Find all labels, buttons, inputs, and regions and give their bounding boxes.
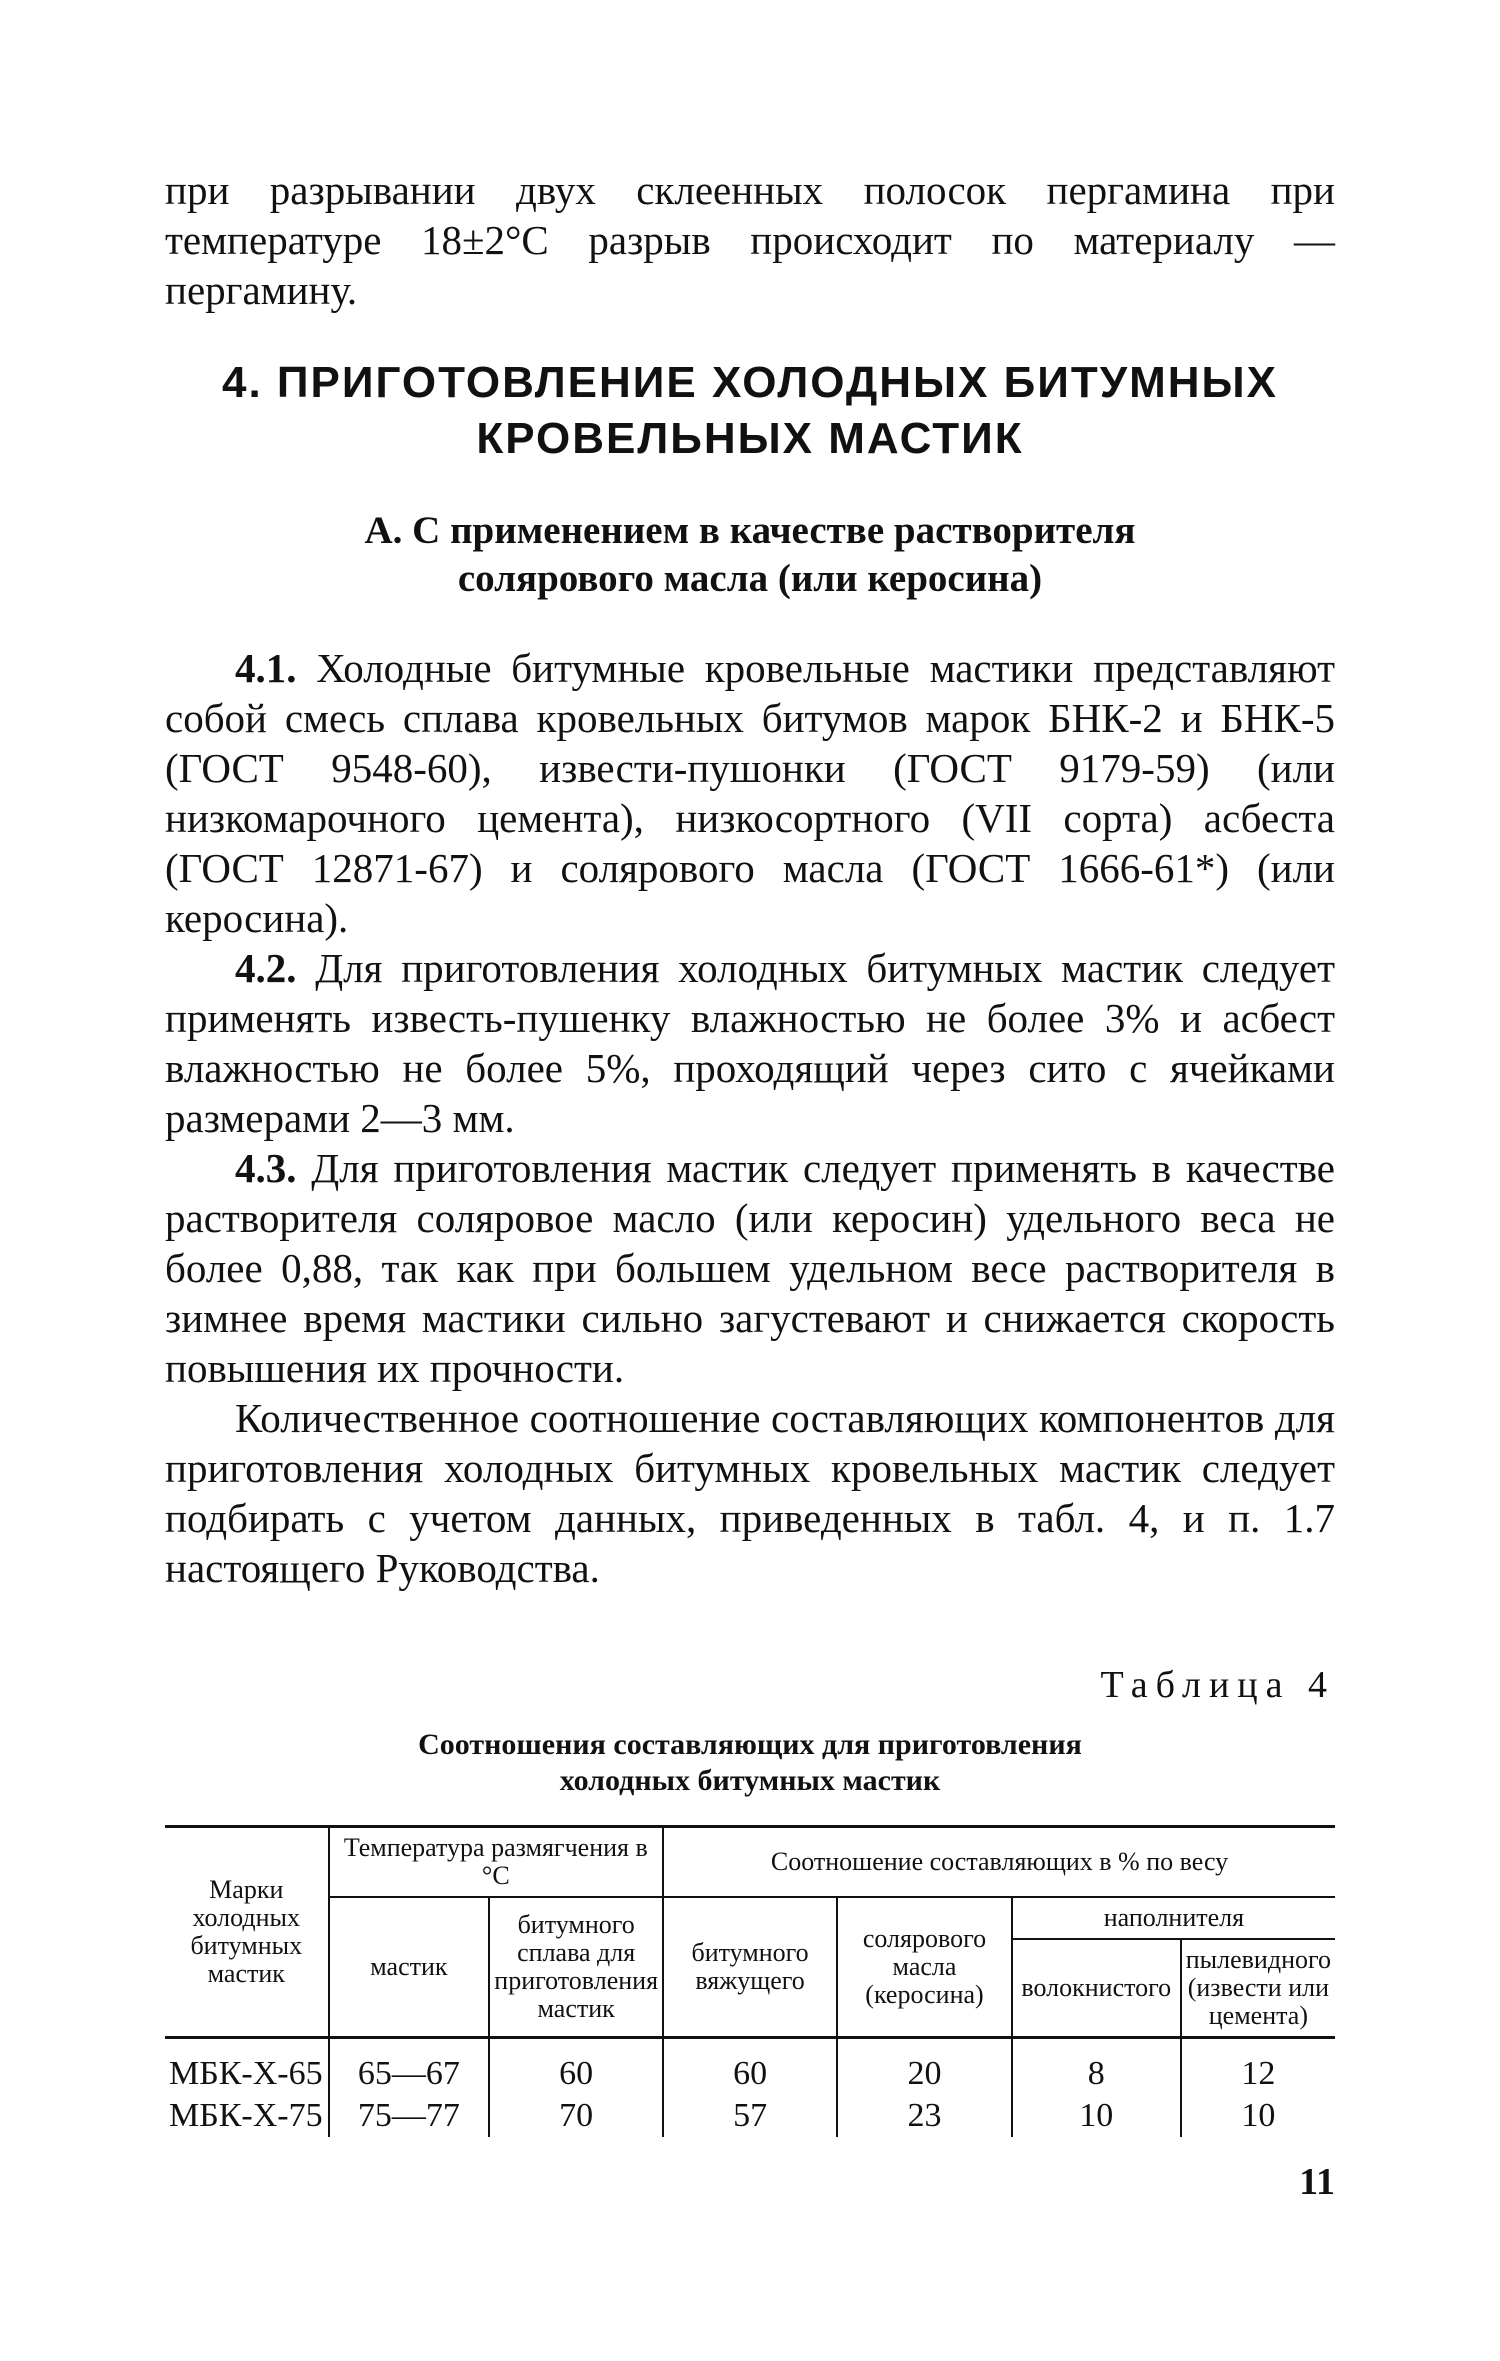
cell-oil: 20	[837, 2038, 1012, 2096]
section-title	[165, 355, 1335, 467]
cell-brand: МБК-Х-65	[169, 2055, 323, 2092]
section-title-line2: КРОВЕЛЬНЫХ МАСТИК	[476, 414, 1024, 463]
header-fibrous: волокнистого	[1012, 1939, 1181, 2038]
page-content	[165, 165, 1335, 2137]
page-number: 11	[1299, 2161, 1335, 2203]
paragraph-4-2	[165, 943, 1335, 1143]
cell-binder: 57	[663, 2095, 837, 2137]
cell-binder: 60	[663, 2038, 837, 2096]
paragraph-number: 4.1.	[235, 645, 297, 691]
header-dusty: пылевидного (извести или цемента)	[1181, 1939, 1335, 2038]
subsection-title-line1: А. С применением в качестве растворителя	[364, 509, 1136, 552]
intro-paragraph: при разрывании двух склеенных полосок пергамина при температуре 18±2°С разрыв происходит по материалу — пергамину.	[165, 167, 1335, 313]
subsection-title	[165, 507, 1335, 603]
section-title-line1: 4. ПРИГОТОВЛЕНИЕ ХОЛОДНЫХ БИТУМНЫХ	[222, 358, 1278, 407]
header-bitumen-binder: битумного вяжущего	[663, 1897, 837, 2038]
table-label: Таблица 4	[1100, 1664, 1335, 1706]
paragraph-text: Для приготовления мастик следует применять в качестве растворителя соляровое масло (или керосин) удельного веса не более 0,88, так как при большем удельном весе растворителя в зимнее время мастики сильно загустевают и снижается скорость повышения их прочности.	[165, 1145, 1335, 1391]
paragraph-text: Количественное соотношение составляющих компонентов для приготовления холодных битумных кровельных мастик следует подбирать с учетом данных, приведенных в табл. 4, и п. 1.7 настоящего Руководства.	[165, 1395, 1335, 1591]
table-row	[165, 2095, 1335, 2137]
paragraph-quantity	[165, 1393, 1335, 1593]
cell-brand: МБК-Х-75	[169, 2097, 323, 2134]
paragraph-4-1	[165, 643, 1335, 943]
header-ratio: Соотношение составляющих в % по весу	[663, 1827, 1335, 1898]
paragraph-text: Для приготовления холодных битумных мастик следует применять известь-пушенку влажностью не более 3% и асбест влажностью не более 5%, проходящий через сито с ячейками размерами 2—3 мм.	[165, 945, 1335, 1141]
cell-temp-mastic: 65—67	[329, 2038, 490, 2096]
table-title-line2: холодных битумных мастик	[559, 1764, 941, 1797]
header-brands: Марки холодных битумных мастик	[165, 1827, 329, 2038]
table-row	[165, 2038, 1335, 2096]
cell-temp-mastic: 75—77	[329, 2095, 490, 2137]
cell-fibrous: 8	[1012, 2038, 1181, 2096]
cell-temp-alloy: 60	[489, 2038, 663, 2096]
header-fillers: наполнителя	[1012, 1897, 1335, 1939]
cell-temp-alloy: 70	[489, 2095, 663, 2137]
header-bitumen-alloy: битумного сплава для приготовления мастик	[489, 1897, 663, 2038]
paragraph-number: 4.2.	[235, 945, 297, 991]
header-mastic: мастик	[329, 1897, 490, 2038]
paragraph-number: 4.3.	[235, 1145, 297, 1191]
cell-dusty: 12	[1181, 2038, 1335, 2096]
cell-fibrous: 10	[1012, 2095, 1181, 2137]
table-title	[165, 1727, 1335, 1799]
header-solar-oil: солярового масла (керосина)	[837, 1897, 1012, 2038]
subsection-title-line2: солярового масла (или керосина)	[457, 557, 1043, 600]
cell-dusty: 10	[1181, 2095, 1335, 2137]
table-4	[165, 1825, 1335, 2137]
table-title-line1: Соотношения составляющих для приготовления	[418, 1728, 1082, 1761]
paragraph-text: Холодные битумные кровельные мастики представляют собой смесь сплава кровельных битумов марок БНК-2 и БНК-5 (ГОСТ 9548-60), извести-пушонки (ГОСТ 9179-59) (или низкомарочного цемента), низкосортного (VII сорта) асбеста (ГОСТ 12871-67) и солярового масла (ГОСТ 1666-61*) (или керосина).	[165, 645, 1335, 941]
paragraph-4-3	[165, 1143, 1335, 1393]
header-softening-temp: Температура размягчения в °С	[329, 1827, 663, 1898]
cell-oil: 23	[837, 2095, 1012, 2137]
